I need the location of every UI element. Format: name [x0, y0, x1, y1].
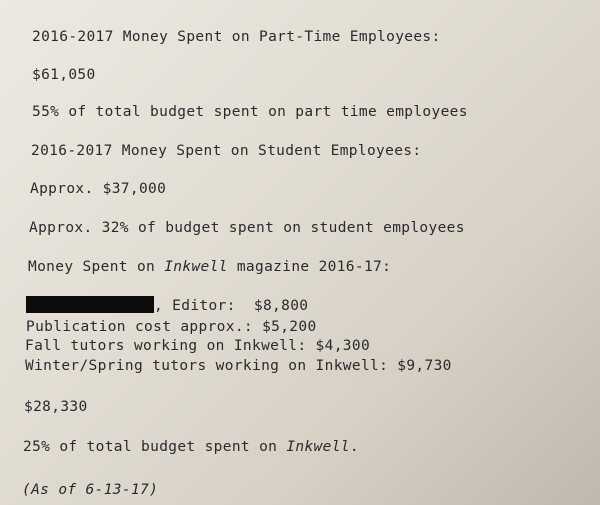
inkwell-percent-prefix: 25% of total budget spent on [23, 439, 287, 455]
editor-line-text: , Editor: $8,800 [154, 298, 309, 314]
inkwell-heading-suffix: magazine 2016-17: [227, 259, 392, 275]
student-amount: Approx. $37,000 [30, 181, 167, 197]
publication-cost: Publication cost approx.: $5,200 [26, 319, 317, 335]
inkwell-percent [23, 438, 359, 456]
redaction-bar [26, 296, 154, 313]
part-time-heading: 2016-2017 Money Spent on Part-Time Employees: [32, 29, 441, 45]
winter-spring-tutors: Winter/Spring tutors working on Inkwell: $9,730 [25, 358, 452, 374]
inkwell-total: $28,330 [24, 399, 88, 415]
student-heading: 2016-2017 Money Spent on Student Employees: [31, 143, 422, 159]
as-of-date [22, 481, 158, 499]
inkwell-percent-name: Inkwell [286, 439, 350, 455]
student-percent: Approx. 32% of budget spent on student employees [29, 220, 465, 236]
inkwell-percent-suffix: . [349, 439, 359, 455]
fall-tutors: Fall tutors working on Inkwell: $4,300 [25, 338, 371, 354]
inkwell-magazine-name: Inkwell [164, 259, 228, 275]
part-time-amount: $61,050 [32, 67, 96, 83]
inkwell-heading-prefix: Money Spent on [28, 259, 165, 275]
part-time-percent: 55% of total budget spent on part time employees [32, 104, 468, 120]
editor-line [26, 296, 308, 315]
inkwell-heading [28, 258, 391, 276]
as-of-date-text: (As of 6-13-17) [22, 482, 159, 498]
